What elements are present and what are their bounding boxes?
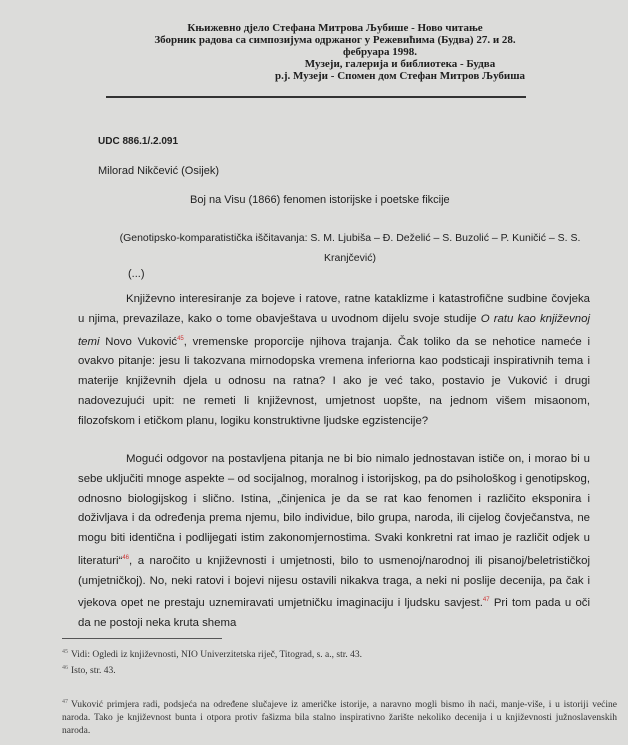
body-paragraph-2: [78, 450, 590, 634]
omission-mark: (...): [128, 268, 145, 280]
footnote-text: Isto, str. 43.: [71, 666, 116, 677]
udc-code: UDC 886.1/.2.091: [98, 136, 179, 147]
p2-text-b: , a naročito u književnosti i umjetnosti, bilo to usmenoj/narodnoj ili pisanoj/beletrističkoj (umjetničkoj). No, neki ratovi i bojevi nijesu ostavili nikakva traga, a neki ni poslije decenija, pa čak i vjekova opet ne prestaju uznemiravati umjetničku imaginaciju i ljudsku savjest.: [78, 554, 590, 610]
footnote-text: Vuković primjera radi, podsjeća na određene slučajeve iz američke istorije, a naravno mogli bismo ih naći, manje-više, i u istoriji većine naroda. Tako je književnost bunta i otpora protiv fašizma bila stalno inspirativno žarište nekoliko decenija i u književnosti južnoslavenskih naroda.: [62, 700, 617, 737]
article-subtitle: (Genotipsko-komparatistička iščitavanja: S. M. Ljubiša – Đ. Deželić – S. Buzolić – P. Kuničić – S. S. Kranjčević): [119, 232, 581, 264]
footnote-number: 46: [62, 665, 68, 672]
p2-text-c: Pri tom pada u oči da ne postoji neka kruta shema: [78, 597, 590, 629]
header-line-2: Зборник радова са симпозијума одржаног у Режевићима (Будва) 27. и 28.: [154, 34, 516, 46]
footnote-ref-47[interactable]: 47: [482, 597, 490, 604]
footnote-text: Vidi: Ogledi iz književnosti, NIO Univerzitetska riječ, Titograd, s. a., str. 43.: [71, 650, 362, 661]
p1-text-b: Novo Vuković: [99, 335, 178, 348]
header-divider: [106, 96, 526, 98]
footnote-47: [62, 696, 617, 738]
header-line-1: Књижевно дјело Стефана Митрова Љубише - Ново читање: [187, 22, 483, 34]
p1-text-a: Književno interesiranje za bojeve i ratove, ratne kataklizme i katastrofične sudbine čovjeka u njima, prevazilaze, kako o tome obavještava u uvodnom dijelu svoje studije: [78, 293, 590, 325]
p1-text-c: , vremenske proporcije njihova trajanja. Čak toliko da se nehotice nameće i ovakvo pitanje: jesu li takozvana mirnodopska vremena inferiorna kao podsticaji inspirativnih tema i materije književnih djela u odnosu na ratna? I ako je već tako, postavio je Vuković i drugi nadovezujući upit: ne remeti li književnost, umjetnost uopšte, na jednom višem misaonom, filozofskom i etičkom planu, logiku konstruktivne ljudske egzistencije?: [78, 335, 590, 427]
footnotes: [62, 646, 617, 738]
header-line-4: Музеји, галерија и библиотека - Будва: [304, 58, 496, 70]
body-paragraph-1: [78, 290, 590, 431]
footnote-number: 47: [62, 699, 68, 706]
article-title: Boj na Visu (1866) fenomen istorijske i poetske fikcije: [190, 194, 450, 206]
footnote-divider: [62, 638, 222, 639]
p2-text-a: Mogući odgovor na postavljena pitanja ne bi bio nimalo jednostavan ističe on, i morao bi u sebe uključiti mnoge aspekte – od socijalnog, moralnog i istorijskog, pa do psihološkog i genotipskog, odnosno biologijskog i slično. Istina, „činjenica je da se rat kao fenomen i različito eksponira i doživljava i da određenja prema njemu, bilo individue, bilo grupa, naroda, ili cijelog čovječanstva, ne mogu biti identična i podlijegati istim zakonomjernostima. Svaki konkretni rat imao je različit odjek u literaturi“: [78, 453, 590, 567]
header-line-3: фебруара 1998.: [343, 46, 417, 58]
publication-header: [100, 22, 570, 82]
author-line: Milorad Nikčević (Osijek): [98, 165, 220, 177]
footnote-45: [62, 646, 617, 662]
footnote-ref-45[interactable]: 45: [177, 335, 184, 342]
footnote-number: 45: [62, 649, 68, 655]
footnote-46: [62, 662, 617, 678]
p1-study-title: O ratu kao književnoj temi: [78, 312, 590, 348]
footnote-ref-46[interactable]: 46: [122, 554, 129, 561]
header-line-5: р.ј. Музеји - Спомен дом Стефан Митров Љубиша: [274, 70, 526, 82]
